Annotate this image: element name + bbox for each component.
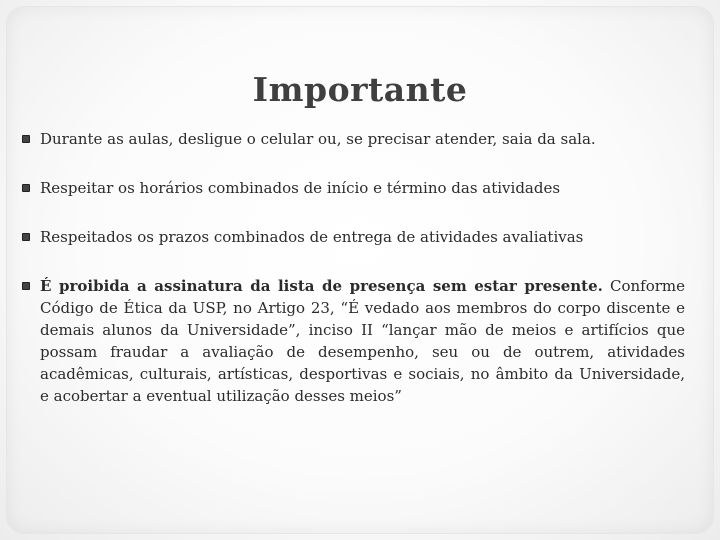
bullet-text: Durante as aulas, desligue o celular ou, se precisar atender, saia da sala. xyxy=(40,130,596,148)
square-bullet-icon xyxy=(22,135,30,143)
square-bullet-icon xyxy=(22,282,30,290)
slide-title: Importante xyxy=(252,70,468,109)
square-bullet-icon xyxy=(22,233,30,241)
bullet-item xyxy=(20,128,685,150)
bullet-item xyxy=(20,275,685,407)
bullet-list xyxy=(20,128,685,407)
square-bullet-icon xyxy=(22,184,30,192)
bullet-text: Conforme Código de Ética da USP, no Artigo 23, “É vedado aos membros do corpo discente e demais alunos da Universidade”, inciso II “lançar mão de meios e artifícios que possam fraudar a avaliação de desempenho, seu ou de outrem, atividades acadêmicas, culturais, artísticas, desportivas e sociais, no âmbito da Universidade, e acobertar a eventual utilização desses meios” xyxy=(40,277,685,405)
bullet-text: Respeitar os horários combinados de início e término das atividades xyxy=(40,179,561,197)
bullet-text: Respeitados os prazos combinados de entrega de atividades avaliativas xyxy=(40,228,584,246)
bullet-bold-lead: É proibida a assinatura da lista de presença sem estar presente. xyxy=(40,277,603,295)
bullet-item xyxy=(20,177,685,199)
bullet-item xyxy=(20,226,685,248)
